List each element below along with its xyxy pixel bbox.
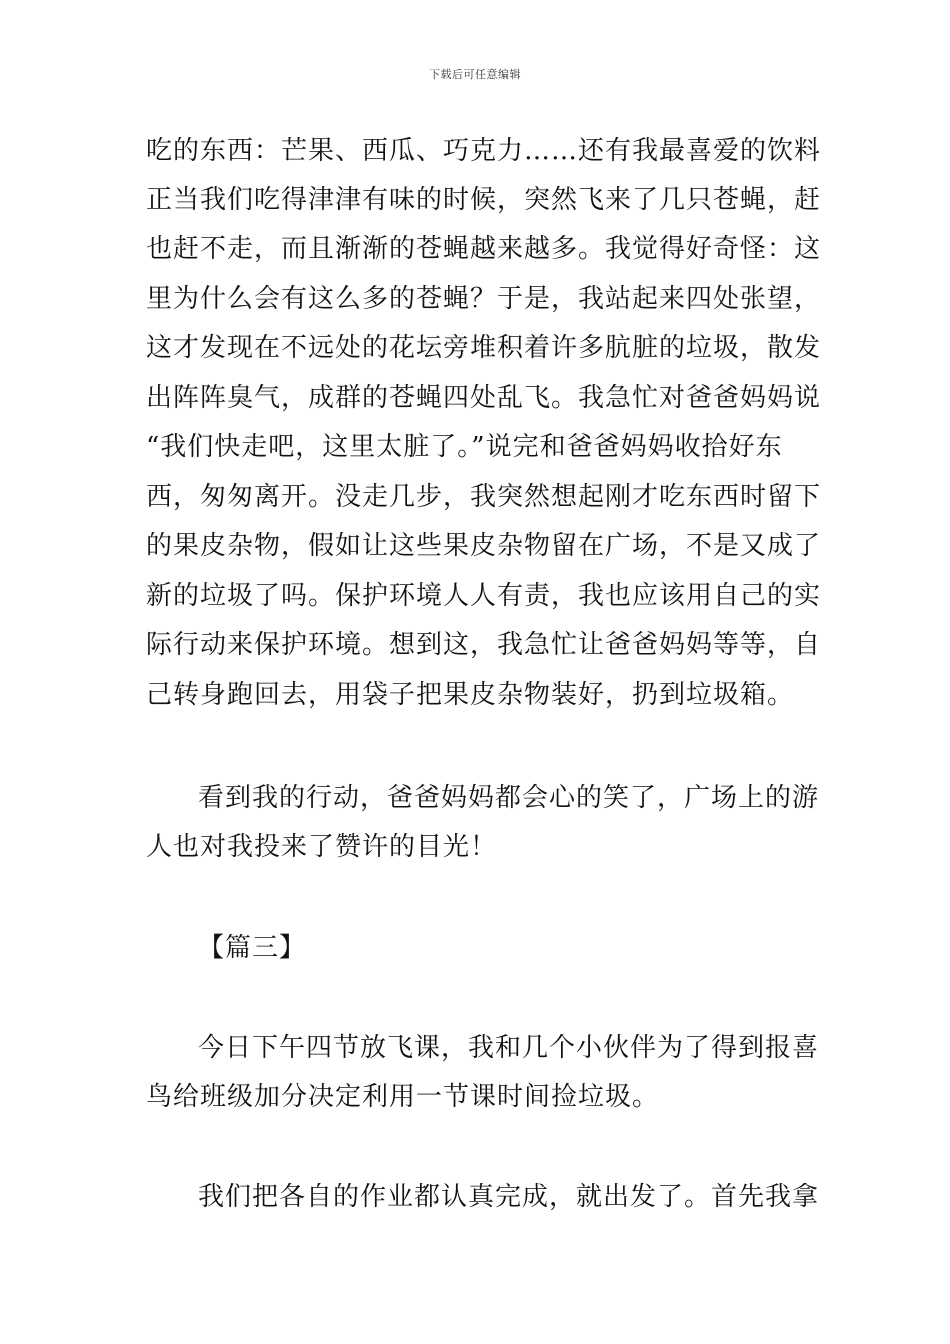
paragraph-line: 这才发现在不远处的花坛旁堆积着许多肮脏的垃圾，散发	[146, 333, 822, 363]
paragraph-line: 鸟给班级加分决定利用一节课时间捡垃圾。	[146, 1082, 660, 1112]
paragraph-line: 吃的东西：芒果、西瓜、巧克力……还有我最喜爱的饮料	[146, 136, 822, 166]
paragraph-line: 人也对我投来了赞许的目光！	[146, 832, 498, 862]
paragraph-line: “我们快走吧，这里太脏了。”说完和爸爸妈妈收拾好东	[146, 432, 783, 462]
header-note: 下载后可任意编辑	[429, 68, 521, 81]
paragraph-line: 也赶不走，而且渐渐的苍蝇越来越多。我觉得好奇怪：这	[146, 234, 822, 264]
paragraph-line: 里为什么会有这么多的苍蝇？于是，我站起来四处张望，	[146, 284, 822, 314]
paragraph-line: 看到我的行动，爸爸妈妈都会心的笑了，广场上的游	[198, 783, 820, 813]
paragraph-line: 正当我们吃得津津有味的时候，突然飞来了几只苍蝇，赶	[146, 185, 822, 215]
paragraph-line: 西，匆匆离开。没走几步，我突然想起刚才吃东西时留下	[146, 482, 822, 512]
paragraph-line: 的果皮杂物，假如让这些果皮杂物留在广场，不是又成了	[146, 531, 822, 561]
paragraph-line: 出阵阵臭气，成群的苍蝇四处乱飞。我急忙对爸爸妈妈说	[146, 383, 822, 413]
paragraph-line: 今日下午四节放飞课，我和几个小伙伴为了得到报喜	[198, 1033, 820, 1063]
paragraph-line: 际行动来保护环境。想到这，我急忙让爸爸妈妈等等，自	[146, 630, 822, 660]
paragraph-line: 己转身跑回去，用袋子把果皮杂物装好，扔到垃圾箱。	[146, 680, 795, 710]
section-heading: 【篇三】	[198, 933, 307, 963]
paragraph-line: 我们把各自的作业都认真完成，就出发了。首先我拿	[198, 1182, 820, 1212]
paragraph-line: 新的垃圾了吗。保护环境人人有责，我也应该用自己的实	[146, 581, 822, 611]
